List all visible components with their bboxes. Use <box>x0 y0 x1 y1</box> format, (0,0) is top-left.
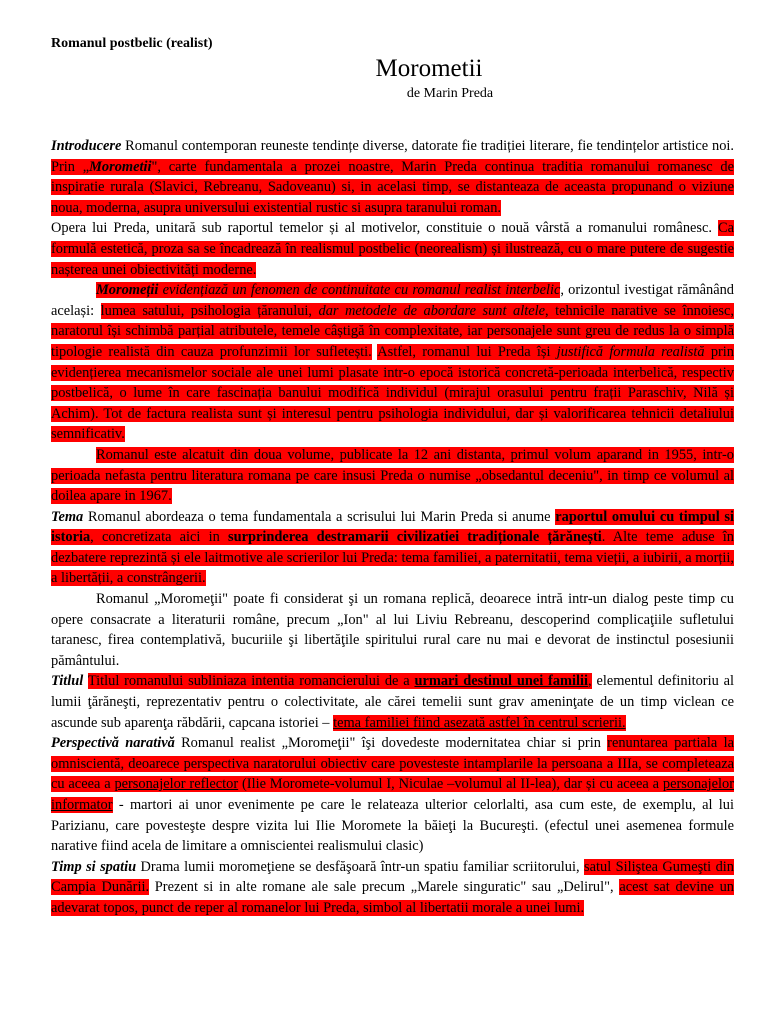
highlight-run-italic: evidențiază un fenomen de continuitate cu romanul realist interbelic <box>158 282 561 299</box>
text-run: Romanul realist „Moromeţii" îşi dovedeste modernitatea chiar si prin <box>174 735 608 752</box>
paragraph-volume <box>51 445 734 507</box>
document-body <box>51 136 734 919</box>
highlight-run: Astfel, romanul lui Preda își <box>377 343 557 360</box>
text-run: Romanul abordeaza o tema fundamentala a scrisului lui Marin Preda si anume <box>83 508 556 525</box>
highlighted-text <box>88 673 592 689</box>
document-title: Morometii <box>375 55 483 82</box>
text-run: Romanul „Moromeţii" poate fi considerat şi un romana replică, deoarece intră intr-un dialog peste timp cu opere consacrate a literaturii române, precum „Ion" al lui Liviu Rebreanu, descoperind complicaţiile sufletului taranesc, firea contemplativă, bucuriile şi libertăţile spiritului rural care nu mai e devorat de instinctul posesiunii pământului. <box>51 591 734 669</box>
highlighted-text: acest sat devine un adevarat topos, punct de reper al romanelor lui Preda, simbol al libertatii morale a unei lumi. <box>51 879 735 916</box>
paragraph-opera <box>51 218 734 280</box>
highlight-run: . Alte teme aduse în dezbatere reprezintă și ele laitmotive ale scrierilor lui Preda: tema familiei, a paternitatii, tema vieții, a iubirii, a morții, a libertății, a constrângerii. <box>51 529 734 587</box>
highlight-run-italic: justifică formula realistă <box>556 343 705 360</box>
paragraph-tema <box>51 507 734 589</box>
paragraph-introducere <box>51 136 734 218</box>
highlight-run-underline: personajelor reflector <box>114 776 239 793</box>
highlighted-text: Ca formulă estetică, proza sa se încadrează în realismul postbelic (neorealism) și ilustrează, cu o mare putere de sugestie nașterea unei obiectivități moderne. <box>51 220 734 278</box>
label-tema: Tema <box>51 508 84 525</box>
highlight-run: Titlul romanului subliniaza intentia romancierului de a <box>87 673 415 690</box>
highlight-run: (Ilie Moromete-volumul I, Niculae –volumul al II-lea), dar și cu aceea a <box>238 776 663 793</box>
section-heading: Romanul postbelic (realist) <box>51 36 213 51</box>
label-perspectiva: Perspectivă narativă <box>51 735 175 752</box>
highlighted-text <box>51 159 734 216</box>
highlighted-text: satul Siliştea Gumeşti din Campia Dunării. <box>51 858 734 896</box>
highlight-run: Prin „ <box>51 158 90 175</box>
text-run: - martori ai unor evenimente pe care le relateaza ulterior celorlalti, asa cum este, de exemplu, al lui Parizianu, care povesteşte despre vizita lui Ilie Moromete la băieţi la Bucureşti. (efectul unei asemenea formule narative fiind acela de limitare a omniscientei realismului clasic) <box>51 797 734 855</box>
paragraph-replica <box>51 589 734 671</box>
text-run: Drama lumii moromeţiene se desfăşoară într-un spatiu familiar scriitorului, <box>136 858 585 875</box>
text-run: Prezent si in alte romane ale sale precum „Marele singuratic" sau „Delirul", <box>149 879 620 896</box>
paragraph-continuitate <box>51 280 734 445</box>
paragraph-perspectiva <box>51 733 734 857</box>
highlight-run-underline: personajelor informator <box>51 776 734 813</box>
highlight-run: ", carte fundamentala a prozei noastre, Marin Preda continua traditia romanului romanesc de inspiratie rurala (Slavici, Rebreanu, Sadoveanu) si, in acelasi timp, se distanteaza de aceasta propunand o viziune noua, moderna, asupra universului existential rustic si asupra taranului roman. <box>51 158 734 216</box>
highlight-run-bold: raportul omului cu timpul si istoria <box>51 508 735 546</box>
highlight-run: prin evidențierea mecanismelor sociale ale unei lumi plasate intr-o epocă istorică concretă-perioada interbelică, respectiv postbelică, o lume în care fascinația banului modifică individul (mirajul orasului pentru frații Paraschiv, Nilă și Achim). Tot de factura realista sunt și interesul pentru psihologia individului, dar și valorificarea tehnicii detaliului semnificativ. <box>51 343 734 443</box>
paragraph-titlul <box>51 671 734 733</box>
highlight-run-bold-underline: urmari destinul unei familii <box>414 673 589 690</box>
highlight-run: , concretizata aici in <box>90 529 228 546</box>
text-run: Romanul contemporan reuneste tendințe diverse, datorate fie tradiției literare, fie tendințelor artistice noi. <box>121 138 734 154</box>
highlight-run-italic: dar metodele de abordare sunt altele <box>318 302 545 319</box>
highlight-run-bold: surprinderea destramarii civilizatiei tradiționale țărănești <box>227 529 602 546</box>
highlight-run: , tehnicile narative se înnoiesc, naratorul își schimbă parțial atributele, temele câștigă în complexitate, iar personajele sunt greu de redus la o simplă tipologie realistă din cauza profunzimii lor sufletești. <box>51 302 734 360</box>
highlight-run-bold-italic: Moromeții <box>96 282 159 299</box>
paragraph-timp-spatiu <box>51 857 734 919</box>
text-run: , orizontul ivestigat rămânând același: <box>51 282 734 319</box>
highlighted-text: tema familiei fiind asezată astfel în centrul scrierii. <box>333 714 626 731</box>
highlight-run: renuntarea partiala la omniscientă, deoarece perspectiva naratorului obiectiv care povesteste intamplarile la persoana a IIIa, se completeaza cu aceea a <box>51 735 734 793</box>
text-run: elementul definitoriu al lumii ţărăneşti, reprezentativ pentru o colectivitate, ale cărei temelii sunt grav ameninţate de un timp viclean ce ascunde sub aparenţa răbdării, capcana istoriei – <box>51 673 734 731</box>
highlight-run: , <box>588 673 592 690</box>
label-timp-spatiu: Timp si spatiu <box>51 858 137 875</box>
highlight-run: lumea satului, psihologia țăranului, <box>100 302 319 319</box>
highlighted-text: Romanul este alcatuit din doua volume, publicate la 12 ani distanta, primul volum aparand in 1955, intr-o perioada nefasta pentru literatura romana pe care insusi Preda o numise „obsedantul deceniu", in timp ce volumul al doilea apare in 1967. <box>51 446 734 505</box>
label-titlul: Titlul <box>51 673 84 690</box>
highlighted-text <box>96 282 560 298</box>
highlight-run-bold-italic: Morometii <box>89 158 152 175</box>
text-run: Opera lui Preda, unitară sub raportul temelor și al motivelor, constituie o nouă vârstă a romanului românesc. <box>51 220 718 237</box>
document-author: de Marin Preda <box>406 86 494 101</box>
label-introducere: Introducere <box>51 138 122 154</box>
